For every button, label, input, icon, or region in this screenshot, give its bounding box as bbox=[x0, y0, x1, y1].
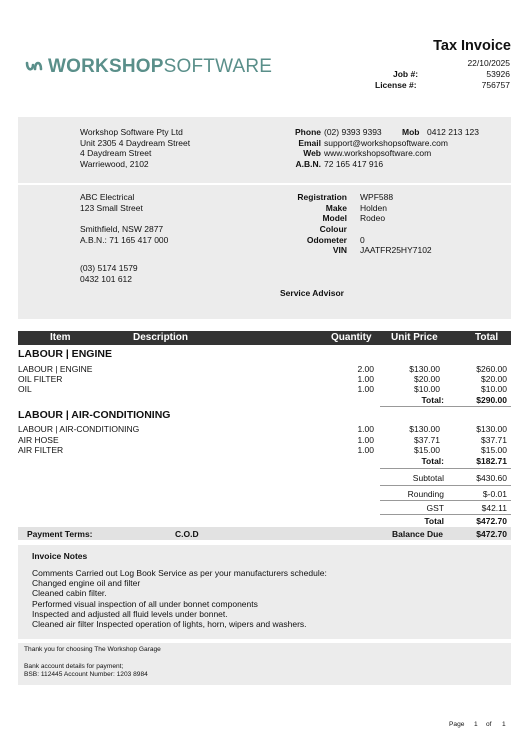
row-item: AIR HOSE bbox=[18, 435, 59, 445]
colour-label: Colour bbox=[319, 224, 347, 234]
row-quantity: 2.00 bbox=[357, 364, 374, 374]
row-item: AIR FILTER bbox=[18, 445, 64, 455]
column-description: Description bbox=[133, 332, 189, 343]
company-email-label: Email bbox=[298, 138, 321, 148]
registration-label: Registration bbox=[297, 192, 347, 202]
registration-value: WPF588 bbox=[360, 192, 394, 202]
note-line: Performed visual inspection of all under bonnet components bbox=[32, 599, 258, 609]
row-item: LABOUR | ENGINE bbox=[18, 364, 93, 374]
grand-total-value: $472.70 bbox=[476, 516, 507, 526]
note-line: Cleaned cabin filter. bbox=[32, 588, 107, 598]
column-item: Item bbox=[50, 332, 71, 343]
company-address-3: Warriewood, 2102 bbox=[80, 159, 149, 169]
row-total: $15.00 bbox=[481, 445, 507, 455]
section-total-engine: $290.00 bbox=[476, 395, 507, 405]
model-label: Model bbox=[322, 213, 347, 223]
license-number: 756757 bbox=[481, 80, 510, 90]
make-value: Holden bbox=[360, 203, 387, 213]
bank-details: BSB: 112445 Account Number: 1203 8984 bbox=[24, 671, 148, 678]
rounding-label: Rounding bbox=[407, 489, 444, 499]
make-label: Make bbox=[325, 203, 347, 213]
odometer-value: 0 bbox=[360, 235, 365, 245]
invoice-date: 22/10/2025 bbox=[467, 58, 510, 68]
vin-value: JAATFR25HY7102 bbox=[360, 245, 432, 255]
invoice-notes-title: Invoice Notes bbox=[32, 551, 88, 561]
row-unit-price: $130.00 bbox=[409, 364, 440, 374]
company-phone-label: Phone bbox=[295, 127, 321, 137]
note-line: Cleaned air filter Inspected operation of lights, horn, wipers and washers. bbox=[32, 619, 307, 629]
column-quantity: Quantity bbox=[331, 332, 372, 343]
bank-details-label: Bank account details for payment; bbox=[24, 663, 124, 670]
column-unit-price: Unit Price bbox=[391, 332, 438, 343]
row-total: $37.71 bbox=[481, 435, 507, 445]
row-quantity: 1.00 bbox=[357, 374, 374, 384]
divider bbox=[380, 468, 511, 469]
note-line: Comments Carried out Log Book Service as per your manufacturers schedule: bbox=[32, 568, 327, 578]
company-abn: 72 165 417 916 bbox=[324, 159, 384, 169]
page-count: 1 bbox=[502, 721, 506, 728]
section-total-air-conditioning: $182.71 bbox=[476, 456, 507, 466]
section-title-engine: LABOUR | ENGINE bbox=[18, 348, 112, 360]
row-unit-price: $130.00 bbox=[409, 424, 440, 434]
vin-label: VIN bbox=[332, 245, 347, 255]
row-quantity: 1.00 bbox=[357, 424, 374, 434]
company-address-1: Unit 2305 4 Daydream Street bbox=[80, 138, 191, 148]
balance-due-label: Balance Due bbox=[392, 529, 444, 539]
page-of-label: of bbox=[486, 721, 492, 728]
subtotal-value: $430.60 bbox=[476, 473, 507, 483]
row-item: LABOUR | AIR-CONDITIONING bbox=[18, 424, 140, 434]
customer-abn: A.B.N.: 71 165 417 000 bbox=[80, 235, 169, 245]
page-number: 1 bbox=[474, 721, 478, 728]
divider bbox=[380, 406, 511, 407]
payment-terms-value: C.O.D bbox=[175, 529, 199, 539]
row-total: $260.00 bbox=[476, 364, 507, 374]
row-quantity: 1.00 bbox=[357, 445, 374, 455]
items-table-header bbox=[18, 331, 511, 345]
row-unit-price: $15.00 bbox=[414, 445, 440, 455]
rounding-value: $-0.01 bbox=[482, 489, 507, 499]
document-title: Tax Invoice bbox=[433, 38, 511, 54]
license-number-label: License #: bbox=[375, 80, 417, 90]
grand-total-label: Total bbox=[424, 516, 444, 526]
divider bbox=[380, 514, 511, 515]
company-web-label: Web bbox=[303, 148, 321, 158]
row-item: OIL FILTER bbox=[18, 374, 63, 384]
company-email[interactable]: support@workshopsoftware.com bbox=[324, 138, 448, 148]
customer-phone-2: 0432 101 612 bbox=[80, 274, 132, 284]
company-address-2: 4 Daydream Street bbox=[80, 148, 152, 158]
company-mob-label: Mob bbox=[402, 127, 420, 137]
note-line: Changed engine oil and filter bbox=[32, 578, 141, 588]
section-total-label: Total: bbox=[421, 456, 444, 466]
section-title-air-conditioning: LABOUR | AIR-CONDITIONING bbox=[18, 409, 171, 421]
model-value: Rodeo bbox=[360, 213, 386, 223]
odometer-label: Odometer bbox=[306, 235, 347, 245]
gst-label: GST bbox=[426, 503, 444, 513]
customer-phone-1: (03) 5174 1579 bbox=[80, 263, 138, 273]
gst-value: $42.11 bbox=[481, 503, 507, 513]
row-quantity: 1.00 bbox=[357, 384, 374, 394]
page-label: Page bbox=[449, 721, 465, 728]
company-mob: 0412 213 123 bbox=[427, 127, 479, 137]
note-line: Inspected and adjusted all fluid levels under bonnet. bbox=[32, 609, 228, 619]
customer-name: ABC Electrical bbox=[80, 192, 135, 202]
subtotal-label: Subtotal bbox=[412, 473, 444, 483]
row-item: OIL bbox=[18, 384, 32, 394]
section-total-label: Total: bbox=[421, 395, 444, 405]
row-total: $10.00 bbox=[481, 384, 507, 394]
customer-street: 123 Small Street bbox=[80, 203, 143, 213]
company-phone: (02) 9393 9393 bbox=[324, 127, 382, 137]
column-total: Total bbox=[475, 332, 499, 343]
row-unit-price: $10.00 bbox=[414, 384, 440, 394]
company-abn-label: A.B.N. bbox=[295, 159, 321, 169]
job-number-label: Job #: bbox=[393, 69, 419, 79]
divider bbox=[380, 500, 511, 501]
row-total: $130.00 bbox=[476, 424, 507, 434]
company-logo bbox=[24, 56, 272, 78]
balance-due-value: $472.70 bbox=[476, 529, 507, 539]
customer-suburb: Smithfield, NSW 2877 bbox=[80, 224, 164, 234]
workshop-logo-icon bbox=[24, 57, 44, 77]
job-number: 53926 bbox=[486, 69, 510, 79]
divider bbox=[380, 485, 511, 486]
row-unit-price: $20.00 bbox=[414, 374, 440, 384]
row-quantity: 1.00 bbox=[357, 435, 374, 445]
thank-you-text: Thank you for choosing The Workshop Garage bbox=[24, 646, 161, 653]
row-total: $20.00 bbox=[481, 374, 507, 384]
payment-terms-label: Payment Terms: bbox=[27, 529, 93, 539]
row-unit-price: $37.71 bbox=[414, 435, 440, 445]
company-name: Workshop Software Pty Ltd bbox=[80, 127, 183, 137]
service-advisor-label: Service Advisor bbox=[280, 288, 344, 298]
logo-text: WORKSHOPSOFTWARE bbox=[48, 56, 273, 77]
company-web[interactable]: www.workshopsoftware.com bbox=[324, 148, 432, 158]
